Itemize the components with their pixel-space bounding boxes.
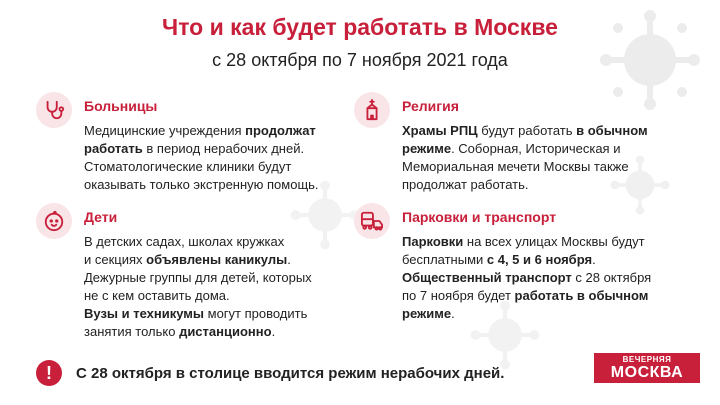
body-line (84, 140, 319, 158)
body-text-bold: работать (84, 141, 143, 156)
section-body (84, 233, 312, 341)
body-text-bold: дистанционно (179, 324, 272, 339)
page-subtitle: с 28 октября по 7 ноября 2021 года (212, 50, 508, 70)
body-line (84, 305, 312, 323)
body-text: продолжат работать. (402, 177, 529, 192)
body-text-bold: режиме (402, 141, 452, 156)
section-heading: Религия (402, 98, 459, 114)
body-text-bold: Парковки (402, 234, 464, 249)
body-line (402, 305, 651, 323)
body-line (402, 269, 651, 287)
body-text: и секциях (84, 252, 147, 267)
section-transport (354, 203, 694, 333)
body-line (402, 287, 651, 305)
body-line (402, 251, 651, 269)
body-line (402, 158, 648, 176)
body-text: занятия только (84, 324, 180, 339)
body-line (84, 251, 312, 269)
body-text-bold: продолжат (245, 123, 316, 138)
body-line (402, 176, 648, 194)
body-line (84, 122, 319, 140)
body-text: могут проводить (204, 306, 308, 321)
body-line (84, 287, 312, 305)
body-text: . (451, 306, 455, 321)
footer-text: С 28 октября в столице вводится режим нерабочих дней. (76, 364, 505, 382)
body-text-bold: Храмы РПЦ (402, 123, 478, 138)
body-text: будут работать (477, 123, 577, 138)
section-body (402, 233, 651, 323)
church-icon (354, 92, 390, 128)
section-heading: Дети (84, 209, 118, 225)
exclamation-icon: ! (36, 360, 62, 386)
body-text-bold: объявлены каникулы (146, 252, 288, 267)
section-heading: Больницы (84, 98, 158, 114)
section-children (36, 203, 356, 353)
body-text: Медицинские учреждения (84, 123, 246, 138)
section-religion (354, 92, 694, 202)
stethoscope-icon (36, 92, 72, 128)
body-text-bold: работать в обычном (514, 288, 649, 303)
logo-line-2: МОСКВА (610, 363, 684, 381)
footer-notice (36, 358, 504, 388)
body-text-bold: Вузы и техникумы (84, 306, 205, 321)
body-text: Стоматологические клиники будут (84, 159, 292, 174)
body-text: на всех улицах Москвы будут (463, 234, 645, 249)
body-line (84, 269, 312, 287)
body-line (402, 233, 651, 251)
vechernyaya-moskva-logo (594, 353, 700, 383)
body-text-bold: в обычном (576, 123, 648, 138)
body-text-bold: с 4, 5 и 6 ноября (486, 252, 593, 267)
section-hospitals (36, 92, 356, 202)
logo-line-1: ВЕЧЕРНЯЯ (622, 354, 672, 364)
body-text: в период нерабочих дней. (142, 141, 305, 156)
body-line (84, 158, 319, 176)
baby-icon (36, 203, 72, 239)
bus-car-icon (354, 203, 390, 239)
section-body (402, 122, 648, 194)
body-text: . Соборная, Историческая и (451, 141, 621, 156)
body-text: Мемориальная мечети Москвы также (402, 159, 629, 174)
page-title: Что и как будет работать в Москве (162, 14, 558, 40)
body-line (84, 323, 312, 341)
section-body (84, 122, 319, 194)
body-text-bold: режиме (402, 306, 452, 321)
section-heading: Парковки и транспорт (402, 209, 557, 225)
body-text: оказывать только экстренную помощь. (84, 177, 319, 192)
body-text: . (271, 324, 276, 339)
body-text: по 7 ноября будет (402, 288, 515, 303)
body-line (402, 122, 648, 140)
body-text: . (287, 252, 291, 267)
body-text: Дежурные группы для детей, которых (84, 270, 312, 285)
body-text: бесплатными (402, 252, 487, 267)
body-text-bold: Общественный транспорт (402, 270, 572, 285)
body-line (84, 233, 312, 251)
body-line (402, 140, 648, 158)
body-text: В детских садах, школах кружках (84, 234, 285, 249)
body-text: с 28 октября (571, 270, 652, 285)
body-text: . (592, 252, 596, 267)
body-line (84, 176, 319, 194)
body-text: не с кем оставить дома. (84, 288, 230, 303)
